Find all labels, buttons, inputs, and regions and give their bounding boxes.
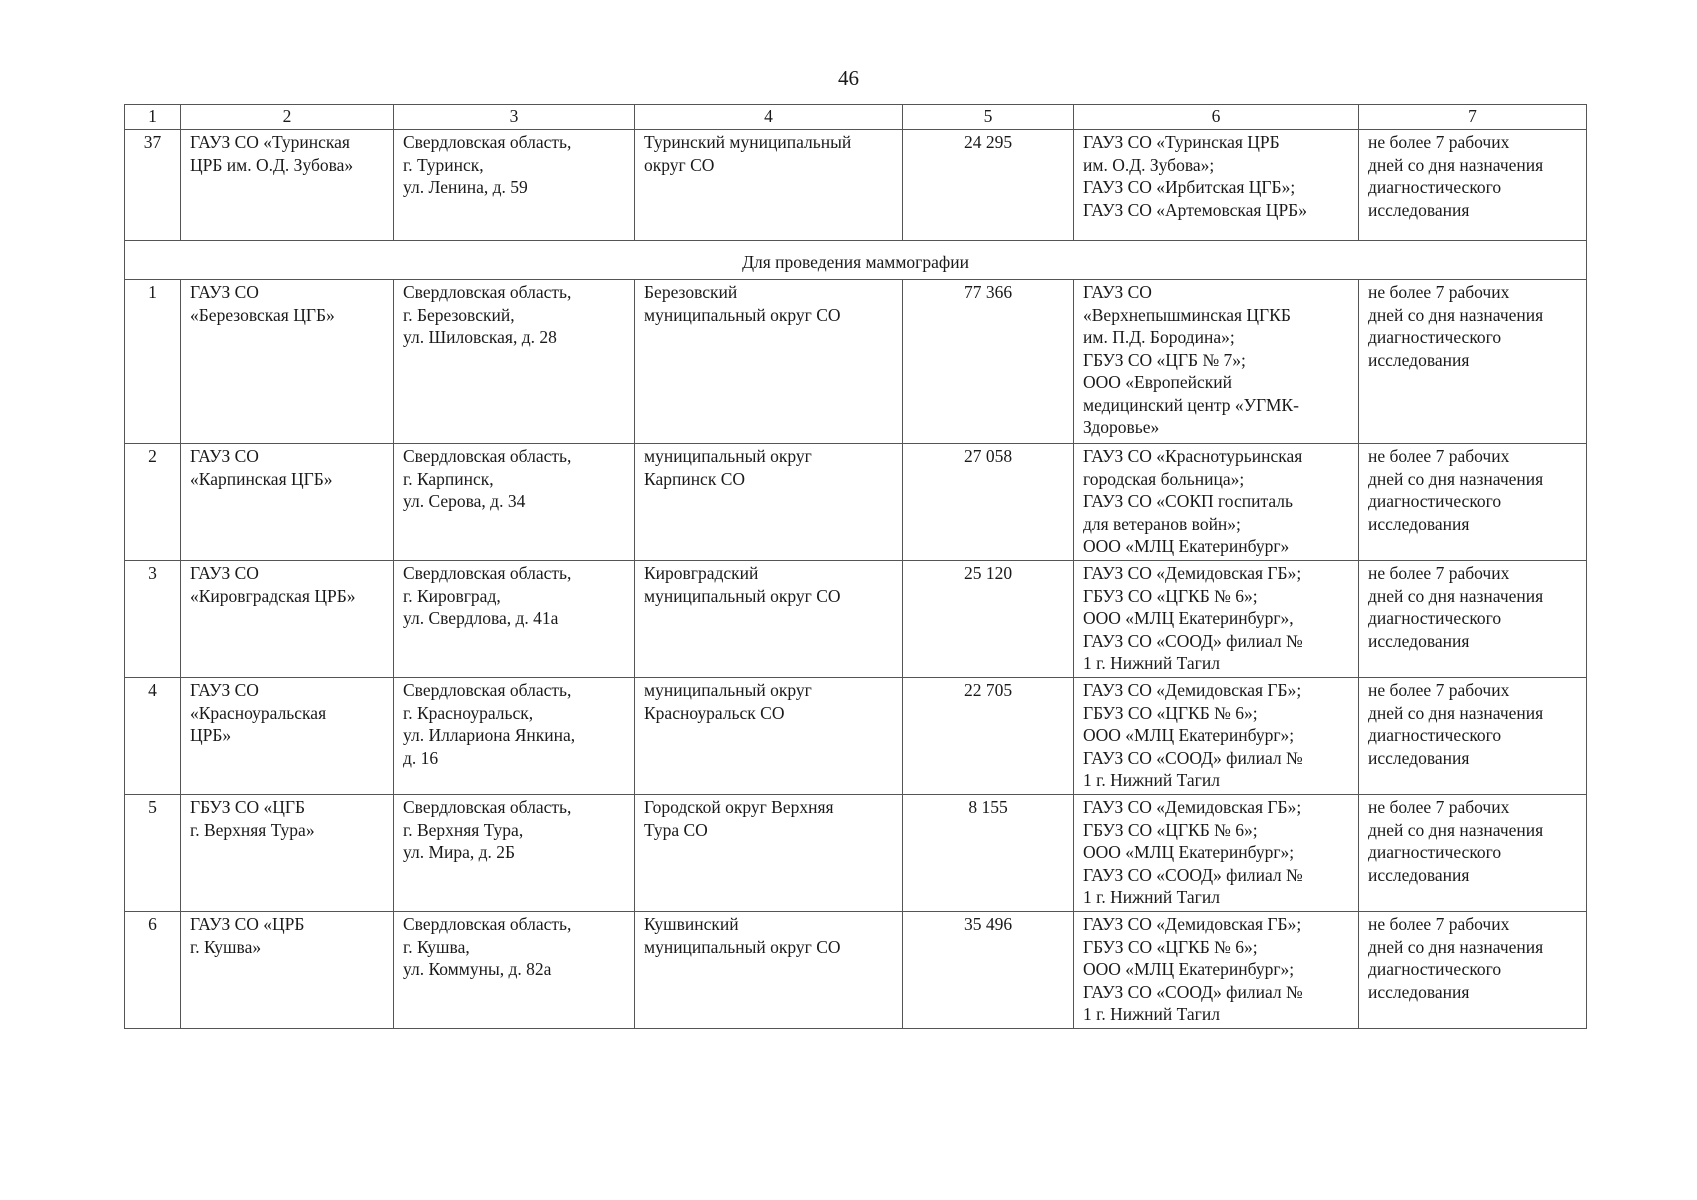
district-cell: муниципальный округ Красноуральск СО bbox=[635, 678, 903, 795]
term-cell: не более 7 рабочих дней со дня назначения диагностического исследования bbox=[1359, 795, 1587, 912]
district-cell: муниципальный округ Карпинск СО bbox=[635, 444, 903, 561]
column-number: 3 bbox=[394, 105, 635, 130]
address-cell: Свердловская область, г. Карпинск, ул. Серова, д. 34 bbox=[394, 444, 635, 561]
term-cell: не более 7 рабочих дней со дня назначения диагностического исследования bbox=[1359, 678, 1587, 795]
district-cell: Березовский муниципальный округ СО bbox=[635, 280, 903, 444]
address-cell: Свердловская область, г. Верхняя Тура, ул. Мира, д. 2Б bbox=[394, 795, 635, 912]
population-cell: 25 120 bbox=[903, 561, 1074, 678]
address-cell: Свердловская область, г. Туринск, ул. Ленина, д. 59 bbox=[394, 130, 635, 241]
district-cell: Кушвинский муниципальный округ СО bbox=[635, 912, 903, 1029]
page-number: 46 bbox=[838, 66, 859, 90]
partners-cell: ГАУЗ СО «Демидовская ГБ»; ГБУЗ СО «ЦГКБ № 6»; ООО «МЛЦ Екатеринбург»; ГАУЗ СО «СООД» филиал № 1 г. Нижний Тагил bbox=[1074, 912, 1359, 1029]
table-row bbox=[125, 130, 1587, 241]
column-number: 2 bbox=[181, 105, 394, 130]
section-row bbox=[125, 241, 1587, 280]
term-cell: не более 7 рабочих дней со дня назначения диагностического исследования bbox=[1359, 130, 1587, 241]
partners-cell: ГАУЗ СО «Демидовская ГБ»; ГБУЗ СО «ЦГКБ № 6»; ООО «МЛЦ Екатеринбург»; ГАУЗ СО «СООД» филиал № 1 г. Нижний Тагил bbox=[1074, 678, 1359, 795]
address-cell: Свердловская область, г. Красноуральск, ул. Иллариона Янкина, д. 16 bbox=[394, 678, 635, 795]
table-row bbox=[125, 561, 1587, 678]
organization-cell: ГАУЗ СО «Туринская ЦРБ им. О.Д. Зубова» bbox=[181, 130, 394, 241]
row-number: 1 bbox=[125, 280, 181, 444]
population-cell: 27 058 bbox=[903, 444, 1074, 561]
district-cell: Кировградский муниципальный округ СО bbox=[635, 561, 903, 678]
table-row bbox=[125, 280, 1587, 444]
partners-cell: ГАУЗ СО «Туринская ЦРБ им. О.Д. Зубова»; ГАУЗ СО «Ирбитская ЦГБ»; ГАУЗ СО «Артемовская ЦРБ» bbox=[1074, 130, 1359, 241]
column-number: 1 bbox=[125, 105, 181, 130]
row-number: 5 bbox=[125, 795, 181, 912]
term-cell: не более 7 рабочих дней со дня назначения диагностического исследования bbox=[1359, 444, 1587, 561]
table-row bbox=[125, 795, 1587, 912]
address-cell: Свердловская область, г. Кировград, ул. Свердлова, д. 41а bbox=[394, 561, 635, 678]
facilities-table bbox=[124, 104, 1587, 1029]
row-number: 37 bbox=[125, 130, 181, 241]
table-row bbox=[125, 912, 1587, 1029]
organization-cell: ГБУЗ СО «ЦГБ г. Верхняя Тура» bbox=[181, 795, 394, 912]
address-cell: Свердловская область, г. Березовский, ул. Шиловская, д. 28 bbox=[394, 280, 635, 444]
row-number: 3 bbox=[125, 561, 181, 678]
row-number: 2 bbox=[125, 444, 181, 561]
district-cell: Туринский муниципальный округ СО bbox=[635, 130, 903, 241]
row-number: 4 bbox=[125, 678, 181, 795]
organization-cell: ГАУЗ СО «Березовская ЦГБ» bbox=[181, 280, 394, 444]
column-number: 4 bbox=[635, 105, 903, 130]
population-cell: 77 366 bbox=[903, 280, 1074, 444]
organization-cell: ГАУЗ СО «Красноуральская ЦРБ» bbox=[181, 678, 394, 795]
table-row bbox=[125, 444, 1587, 561]
term-cell: не более 7 рабочих дней со дня назначения диагностического исследования bbox=[1359, 280, 1587, 444]
population-cell: 8 155 bbox=[903, 795, 1074, 912]
population-cell: 35 496 bbox=[903, 912, 1074, 1029]
section-title: Для проведения маммографии bbox=[125, 241, 1587, 280]
term-cell: не более 7 рабочих дней со дня назначения диагностического исследования bbox=[1359, 561, 1587, 678]
partners-cell: ГАУЗ СО «Верхнепышминская ЦГКБ им. П.Д. Бородина»; ГБУЗ СО «ЦГБ № 7»; ООО «Европейский медицинский центр «УГМК- Здоровье» bbox=[1074, 280, 1359, 444]
population-cell: 24 295 bbox=[903, 130, 1074, 241]
column-number: 7 bbox=[1359, 105, 1587, 130]
row-number: 6 bbox=[125, 912, 181, 1029]
column-number-row bbox=[125, 105, 1587, 130]
district-cell: Городской округ Верхняя Тура СО bbox=[635, 795, 903, 912]
column-number: 6 bbox=[1074, 105, 1359, 130]
partners-cell: ГАУЗ СО «Краснотурьинская городская больница»; ГАУЗ СО «СОКП госпиталь для ветеранов войн»; ООО «МЛЦ Екатеринбург» bbox=[1074, 444, 1359, 561]
address-cell: Свердловская область, г. Кушва, ул. Коммуны, д. 82а bbox=[394, 912, 635, 1029]
organization-cell: ГАУЗ СО «ЦРБ г. Кушва» bbox=[181, 912, 394, 1029]
partners-cell: ГАУЗ СО «Демидовская ГБ»; ГБУЗ СО «ЦГКБ № 6»; ООО «МЛЦ Екатеринбург», ГАУЗ СО «СООД» филиал № 1 г. Нижний Тагил bbox=[1074, 561, 1359, 678]
partners-cell: ГАУЗ СО «Демидовская ГБ»; ГБУЗ СО «ЦГКБ № 6»; ООО «МЛЦ Екатеринбург»; ГАУЗ СО «СООД» филиал № 1 г. Нижний Тагил bbox=[1074, 795, 1359, 912]
organization-cell: ГАУЗ СО «Карпинская ЦГБ» bbox=[181, 444, 394, 561]
population-cell: 22 705 bbox=[903, 678, 1074, 795]
term-cell: не более 7 рабочих дней со дня назначения диагностического исследования bbox=[1359, 912, 1587, 1029]
table-row bbox=[125, 678, 1587, 795]
organization-cell: ГАУЗ СО «Кировградская ЦРБ» bbox=[181, 561, 394, 678]
column-number: 5 bbox=[903, 105, 1074, 130]
